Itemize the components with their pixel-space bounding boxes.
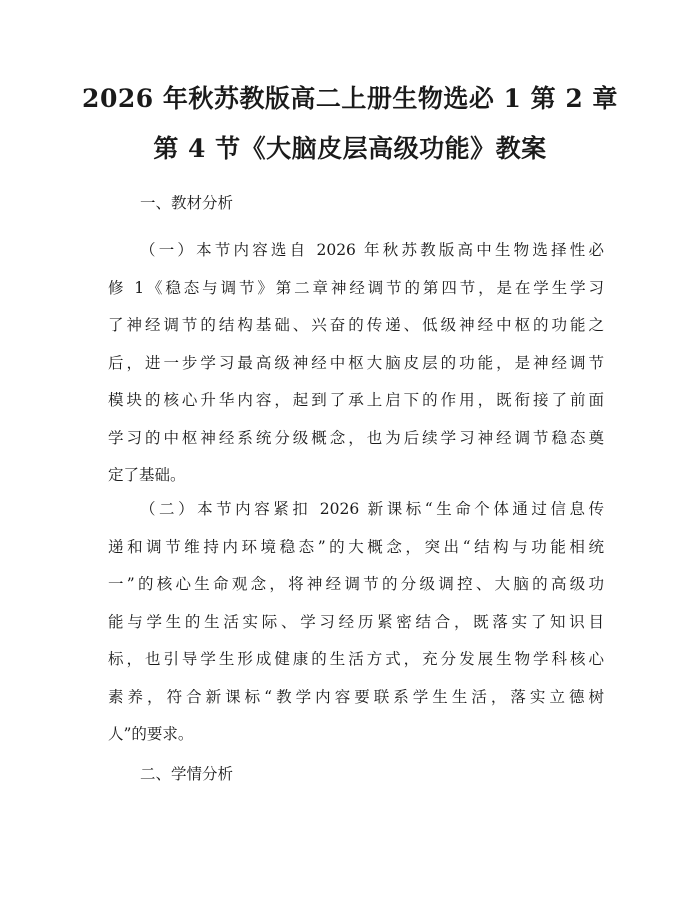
section-heading-textbook-analysis: 一、教材分析 xyxy=(140,194,234,212)
paragraph-line: 学习的中枢神经系统分级概念，也为后续学习神经调节稳态奠 xyxy=(108,428,604,447)
paragraph-line: 能与学生的生活实际、学习经历紧密结合，既落实了知识目 xyxy=(108,612,604,631)
paragraph-line: 了神经调节的结构基础、兴奋的传递、低级神经中枢的功能之 xyxy=(108,316,604,334)
section-heading-student-analysis: 二、学情分析 xyxy=(140,765,234,783)
paragraph-line: 模块的核心升华内容，起到了承上启下的作用，既衔接了前面 xyxy=(108,391,604,409)
paragraph-textbook-analysis-1 xyxy=(108,232,604,495)
paragraph-line: 递和调节维持内环境稳态”的大概念，突出“结构与功能相统 xyxy=(108,537,604,556)
document-title-line-1: 2026 年秋苏教版高二上册生物选必 1 第 2 章 xyxy=(82,84,618,113)
paragraph-textbook-analysis-2 xyxy=(108,491,604,754)
paragraph-line: 素养，符合新课标“教学内容要联系学生生活，落实立德树 xyxy=(108,687,604,706)
document-title-line-2: 第 4 节《大脑皮层高级功能》教案 xyxy=(153,134,547,163)
paragraph-line: 定了基础。 xyxy=(108,466,186,484)
paragraph-line: 标，也引导学生形成健康的生活方式，充分发展生物学科核心 xyxy=(108,650,604,668)
paragraph-line: （二）本节内容紧扣 2026 新课标“生命个体通过信息传 xyxy=(140,500,604,518)
paragraph-line: 人”的要求。 xyxy=(108,725,194,743)
paragraph-line: 修 1《稳态与调节》第二章神经调节的第四节，是在学生学习 xyxy=(108,278,604,297)
paragraph-line: （一）本节内容选自 2026 年秋苏教版高中生物选择性必 xyxy=(140,241,604,259)
paragraph-line: 后，进一步学习最高级神经中枢大脑皮层的功能，是神经调节 xyxy=(108,353,604,372)
paragraph-line: 一”的核心生命观念，将神经调节的分级调控、大脑的高级功 xyxy=(108,575,604,593)
